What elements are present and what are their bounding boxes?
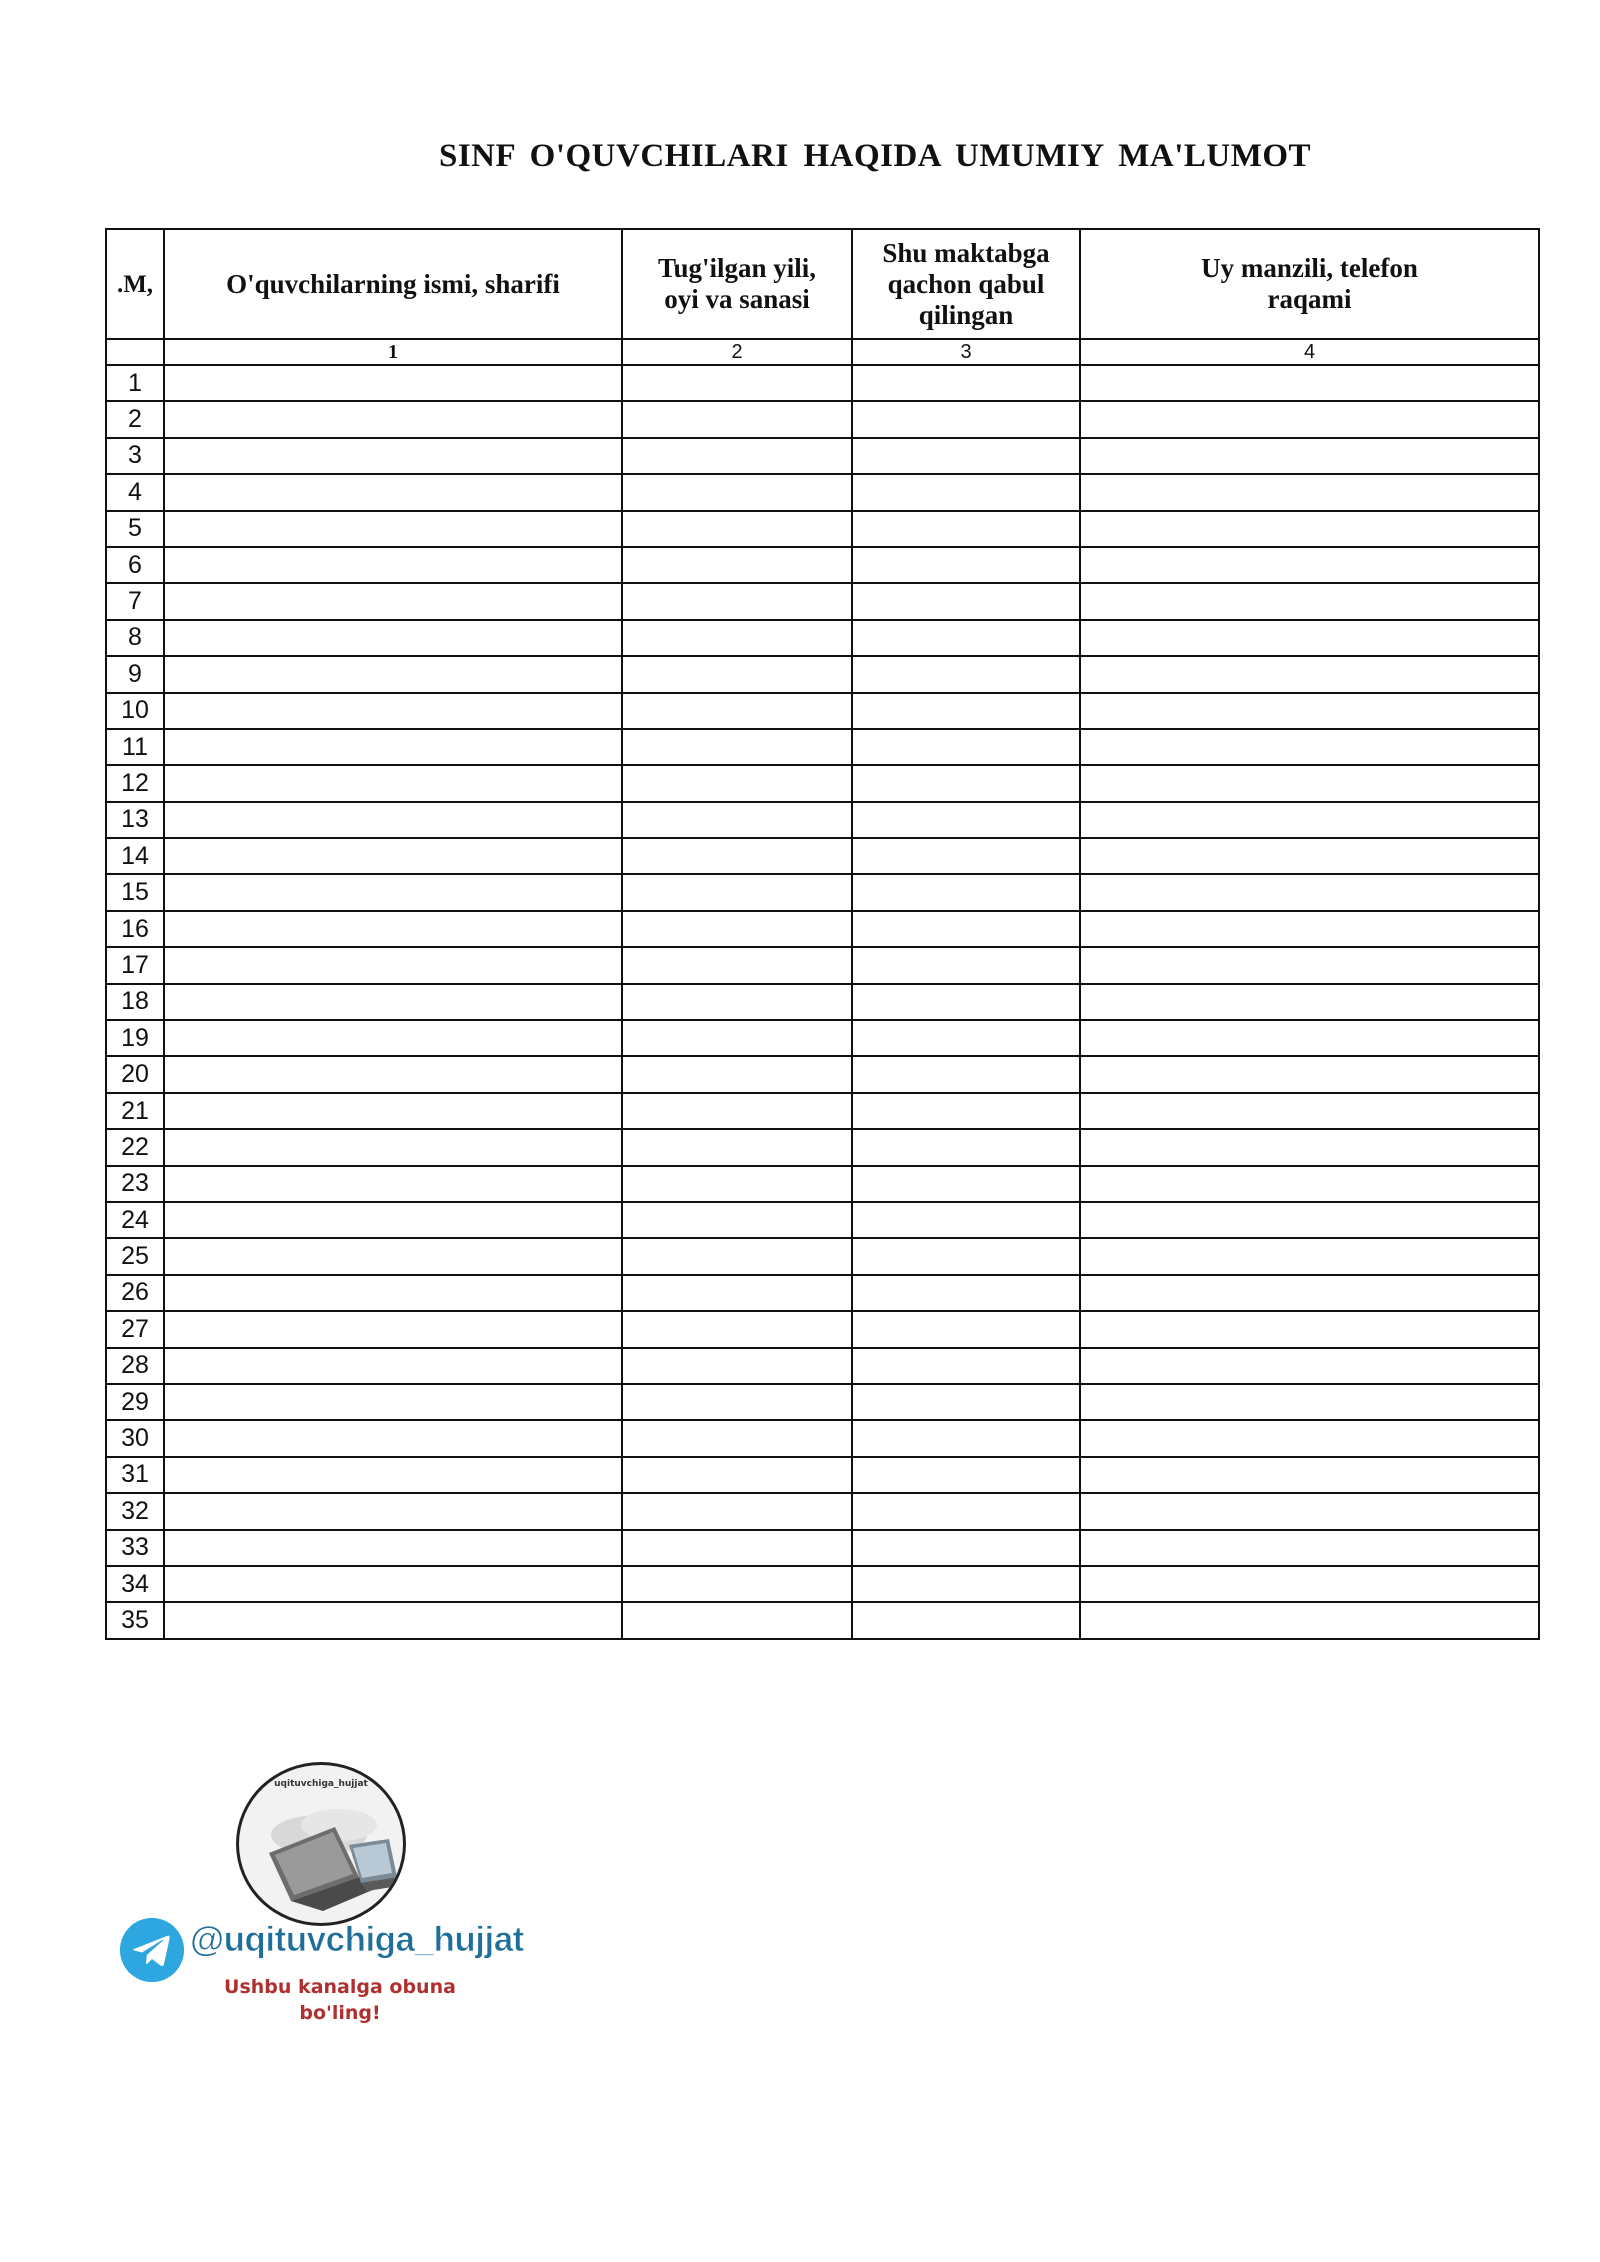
table-row bbox=[106, 583, 1539, 619]
table-row bbox=[106, 765, 1539, 801]
address-cell[interactable] bbox=[1080, 1238, 1539, 1274]
table-row bbox=[106, 1348, 1539, 1384]
laptop-icon bbox=[239, 1765, 406, 1926]
row-number: 18 bbox=[106, 984, 164, 1020]
table-row bbox=[106, 1566, 1539, 1602]
birth-cell[interactable] bbox=[622, 1457, 852, 1493]
address-cell[interactable] bbox=[1080, 947, 1539, 983]
address-cell[interactable] bbox=[1080, 547, 1539, 583]
admitted-cell[interactable] bbox=[852, 947, 1080, 983]
table-row bbox=[106, 1602, 1539, 1638]
address-cell[interactable] bbox=[1080, 693, 1539, 729]
address-cell[interactable] bbox=[1080, 984, 1539, 1020]
address-cell[interactable] bbox=[1080, 1566, 1539, 1602]
table-row bbox=[106, 1530, 1539, 1566]
address-cell[interactable] bbox=[1080, 729, 1539, 765]
birth-cell[interactable] bbox=[622, 583, 852, 619]
row-number: 6 bbox=[106, 547, 164, 583]
address-cell[interactable] bbox=[1080, 1129, 1539, 1165]
row-number: 13 bbox=[106, 802, 164, 838]
table-row bbox=[106, 838, 1539, 874]
name-cell[interactable] bbox=[164, 1056, 622, 1092]
birth-cell[interactable] bbox=[622, 1602, 852, 1638]
birth-cell[interactable] bbox=[622, 1020, 852, 1056]
name-cell[interactable] bbox=[164, 474, 622, 510]
birth-cell[interactable] bbox=[622, 1202, 852, 1238]
name-cell[interactable] bbox=[164, 802, 622, 838]
logo-caption: uqituvchiga_hujjat bbox=[274, 1779, 368, 1789]
table-row bbox=[106, 1166, 1539, 1202]
table-row bbox=[106, 1129, 1539, 1165]
page-title: SINF O'QUVCHILARI HAQIDA UMUMIY MA'LUMOT bbox=[438, 138, 1312, 174]
admitted-cell[interactable] bbox=[852, 1420, 1080, 1456]
admitted-cell[interactable] bbox=[852, 1311, 1080, 1347]
name-cell[interactable] bbox=[164, 1202, 622, 1238]
birth-cell[interactable] bbox=[622, 547, 852, 583]
admitted-cell[interactable] bbox=[852, 1238, 1080, 1274]
row-number: 1 bbox=[106, 365, 164, 401]
row-number: 29 bbox=[106, 1384, 164, 1420]
row-number: 15 bbox=[106, 874, 164, 910]
address-cell[interactable] bbox=[1080, 802, 1539, 838]
name-cell[interactable] bbox=[164, 1384, 622, 1420]
table-row bbox=[106, 1420, 1539, 1456]
address-cell[interactable] bbox=[1080, 1530, 1539, 1566]
subscribe-line-1: Ushbu kanalga obuna bbox=[224, 1976, 456, 1998]
table-row bbox=[106, 438, 1539, 474]
table-body bbox=[106, 365, 1539, 1639]
admitted-cell[interactable] bbox=[852, 1566, 1080, 1602]
birth-cell[interactable] bbox=[622, 1384, 852, 1420]
row-number: 27 bbox=[106, 1311, 164, 1347]
admitted-cell[interactable] bbox=[852, 765, 1080, 801]
row-number: 32 bbox=[106, 1493, 164, 1529]
row-number: 17 bbox=[106, 947, 164, 983]
name-cell[interactable] bbox=[164, 693, 622, 729]
address-cell[interactable] bbox=[1080, 1275, 1539, 1311]
admitted-cell[interactable] bbox=[852, 1202, 1080, 1238]
name-cell[interactable] bbox=[164, 729, 622, 765]
name-cell[interactable] bbox=[164, 656, 622, 692]
row-number: 26 bbox=[106, 1275, 164, 1311]
row-number: 7 bbox=[106, 583, 164, 619]
name-cell[interactable] bbox=[164, 1348, 622, 1384]
column-number-row bbox=[106, 339, 1539, 365]
address-cell[interactable] bbox=[1080, 401, 1539, 437]
name-cell[interactable] bbox=[164, 1093, 622, 1129]
address-cell[interactable] bbox=[1080, 365, 1539, 401]
table-row bbox=[106, 547, 1539, 583]
birth-cell[interactable] bbox=[622, 1420, 852, 1456]
name-cell[interactable] bbox=[164, 874, 622, 910]
admitted-cell[interactable] bbox=[852, 1602, 1080, 1638]
birth-cell[interactable] bbox=[622, 765, 852, 801]
address-cell[interactable] bbox=[1080, 838, 1539, 874]
header-name: O'quvchilarning ismi, sharifi bbox=[164, 229, 622, 339]
admitted-cell[interactable] bbox=[852, 620, 1080, 656]
row-number: 30 bbox=[106, 1420, 164, 1456]
name-cell[interactable] bbox=[164, 838, 622, 874]
name-cell[interactable] bbox=[164, 1311, 622, 1347]
channel-logo bbox=[236, 1762, 406, 1926]
students-table bbox=[105, 228, 1540, 1640]
admitted-cell[interactable] bbox=[852, 401, 1080, 437]
name-cell[interactable] bbox=[164, 765, 622, 801]
admitted-cell[interactable] bbox=[852, 1166, 1080, 1202]
row-number: 28 bbox=[106, 1348, 164, 1384]
row-number: 5 bbox=[106, 511, 164, 547]
birth-cell[interactable] bbox=[622, 1566, 852, 1602]
admitted-cell[interactable] bbox=[852, 511, 1080, 547]
address-cell[interactable] bbox=[1080, 438, 1539, 474]
row-number: 21 bbox=[106, 1093, 164, 1129]
row-number: 24 bbox=[106, 1202, 164, 1238]
admitted-cell[interactable] bbox=[852, 547, 1080, 583]
birth-cell[interactable] bbox=[622, 656, 852, 692]
name-cell[interactable] bbox=[164, 1457, 622, 1493]
table-row bbox=[106, 1238, 1539, 1274]
name-cell[interactable] bbox=[164, 984, 622, 1020]
address-cell[interactable] bbox=[1080, 765, 1539, 801]
birth-cell[interactable] bbox=[622, 802, 852, 838]
table-row bbox=[106, 365, 1539, 401]
table-row bbox=[106, 1493, 1539, 1529]
row-number: 4 bbox=[106, 474, 164, 510]
channel-handle[interactable]: @uqituvchiga_hujjat bbox=[190, 1920, 524, 1959]
admitted-cell[interactable] bbox=[852, 729, 1080, 765]
column-number: 1 bbox=[164, 339, 622, 365]
birth-cell[interactable] bbox=[622, 729, 852, 765]
birth-cell[interactable] bbox=[622, 874, 852, 910]
table-row bbox=[106, 620, 1539, 656]
name-cell[interactable] bbox=[164, 1275, 622, 1311]
birth-cell[interactable] bbox=[622, 1129, 852, 1165]
name-cell[interactable] bbox=[164, 1566, 622, 1602]
table-header-row bbox=[106, 229, 1539, 339]
table-row bbox=[106, 947, 1539, 983]
admitted-cell[interactable] bbox=[852, 984, 1080, 1020]
row-number: 9 bbox=[106, 656, 164, 692]
table-row bbox=[106, 911, 1539, 947]
row-number: 2 bbox=[106, 401, 164, 437]
row-number: 35 bbox=[106, 1602, 164, 1638]
birth-cell[interactable] bbox=[622, 838, 852, 874]
birth-cell[interactable] bbox=[622, 1238, 852, 1274]
table-row bbox=[106, 474, 1539, 510]
name-cell[interactable] bbox=[164, 438, 622, 474]
birth-cell[interactable] bbox=[622, 620, 852, 656]
admitted-cell[interactable] bbox=[852, 911, 1080, 947]
admitted-cell[interactable] bbox=[852, 693, 1080, 729]
row-number: 22 bbox=[106, 1129, 164, 1165]
header-address: Uy manzili, telefon raqami bbox=[1080, 229, 1539, 339]
name-cell[interactable] bbox=[164, 1129, 622, 1165]
table-row bbox=[106, 1056, 1539, 1092]
address-cell[interactable] bbox=[1080, 1166, 1539, 1202]
admitted-cell[interactable] bbox=[852, 1129, 1080, 1165]
birth-cell[interactable] bbox=[622, 401, 852, 437]
table-row bbox=[106, 984, 1539, 1020]
admitted-cell[interactable] bbox=[852, 365, 1080, 401]
table-row bbox=[106, 1093, 1539, 1129]
name-cell[interactable] bbox=[164, 1493, 622, 1529]
name-cell[interactable] bbox=[164, 401, 622, 437]
birth-cell[interactable] bbox=[622, 1166, 852, 1202]
admitted-cell[interactable] bbox=[852, 1056, 1080, 1092]
row-number: 8 bbox=[106, 620, 164, 656]
row-number: 25 bbox=[106, 1238, 164, 1274]
admitted-cell[interactable] bbox=[852, 474, 1080, 510]
birth-cell[interactable] bbox=[622, 984, 852, 1020]
address-cell[interactable] bbox=[1080, 511, 1539, 547]
row-number: 10 bbox=[106, 693, 164, 729]
column-number: 4 bbox=[1080, 339, 1539, 365]
address-cell[interactable] bbox=[1080, 656, 1539, 692]
column-number: 2 bbox=[622, 339, 852, 365]
row-number: 23 bbox=[106, 1166, 164, 1202]
address-cell[interactable] bbox=[1080, 1311, 1539, 1347]
birth-cell[interactable] bbox=[622, 511, 852, 547]
name-cell[interactable] bbox=[164, 1420, 622, 1456]
address-cell[interactable] bbox=[1080, 1602, 1539, 1638]
birth-cell[interactable] bbox=[622, 365, 852, 401]
birth-cell[interactable] bbox=[622, 947, 852, 983]
address-cell[interactable] bbox=[1080, 1493, 1539, 1529]
name-cell[interactable] bbox=[164, 911, 622, 947]
name-cell[interactable] bbox=[164, 1530, 622, 1566]
address-cell[interactable] bbox=[1080, 874, 1539, 910]
name-cell[interactable] bbox=[164, 547, 622, 583]
admitted-cell[interactable] bbox=[852, 1530, 1080, 1566]
table-row bbox=[106, 401, 1539, 437]
row-number: 16 bbox=[106, 911, 164, 947]
row-number: 20 bbox=[106, 1056, 164, 1092]
row-number: 31 bbox=[106, 1457, 164, 1493]
address-cell[interactable] bbox=[1080, 1384, 1539, 1420]
admitted-cell[interactable] bbox=[852, 1384, 1080, 1420]
table-row bbox=[106, 1384, 1539, 1420]
address-cell[interactable] bbox=[1080, 583, 1539, 619]
header-birth: Tug'ilgan yili, oyi va sanasi bbox=[622, 229, 852, 339]
admitted-cell[interactable] bbox=[852, 1020, 1080, 1056]
admitted-cell[interactable] bbox=[852, 1348, 1080, 1384]
row-number: 14 bbox=[106, 838, 164, 874]
table-row bbox=[106, 1020, 1539, 1056]
row-number: 12 bbox=[106, 765, 164, 801]
row-number: 19 bbox=[106, 1020, 164, 1056]
table-row bbox=[106, 1202, 1539, 1238]
address-cell[interactable] bbox=[1080, 1457, 1539, 1493]
admitted-cell[interactable] bbox=[852, 1493, 1080, 1529]
birth-cell[interactable] bbox=[622, 1056, 852, 1092]
admitted-cell[interactable] bbox=[852, 438, 1080, 474]
table-row bbox=[106, 802, 1539, 838]
birth-cell[interactable] bbox=[622, 1093, 852, 1129]
channel-handle-row bbox=[120, 1914, 540, 1980]
table-row bbox=[106, 1275, 1539, 1311]
name-cell[interactable] bbox=[164, 1238, 622, 1274]
table-row bbox=[106, 1311, 1539, 1347]
row-number: 11 bbox=[106, 729, 164, 765]
name-cell[interactable] bbox=[164, 1602, 622, 1638]
row-number: 33 bbox=[106, 1530, 164, 1566]
header-admitted: Shu maktabga qachon qabul qilingan bbox=[852, 229, 1080, 339]
birth-cell[interactable] bbox=[622, 1348, 852, 1384]
table-row bbox=[106, 693, 1539, 729]
table-row bbox=[106, 1457, 1539, 1493]
name-cell[interactable] bbox=[164, 620, 622, 656]
table-row bbox=[106, 874, 1539, 910]
name-cell[interactable] bbox=[164, 1020, 622, 1056]
address-cell[interactable] bbox=[1080, 620, 1539, 656]
column-number: 3 bbox=[852, 339, 1080, 365]
table-row bbox=[106, 729, 1539, 765]
admitted-cell[interactable] bbox=[852, 656, 1080, 692]
name-cell[interactable] bbox=[164, 365, 622, 401]
birth-cell[interactable] bbox=[622, 474, 852, 510]
admitted-cell[interactable] bbox=[852, 1093, 1080, 1129]
row-number: 34 bbox=[106, 1566, 164, 1602]
admitted-cell[interactable] bbox=[852, 1275, 1080, 1311]
address-cell[interactable] bbox=[1080, 1056, 1539, 1092]
birth-cell[interactable] bbox=[622, 438, 852, 474]
name-cell[interactable] bbox=[164, 511, 622, 547]
admitted-cell[interactable] bbox=[852, 802, 1080, 838]
telegram-icon[interactable] bbox=[120, 1918, 184, 1982]
birth-cell[interactable] bbox=[622, 911, 852, 947]
address-cell[interactable] bbox=[1080, 1348, 1539, 1384]
row-number: 3 bbox=[106, 438, 164, 474]
table-row bbox=[106, 511, 1539, 547]
address-cell[interactable] bbox=[1080, 1020, 1539, 1056]
birth-cell[interactable] bbox=[622, 1275, 852, 1311]
address-cell[interactable] bbox=[1080, 1202, 1539, 1238]
address-cell[interactable] bbox=[1080, 474, 1539, 510]
birth-cell[interactable] bbox=[622, 1311, 852, 1347]
birth-cell[interactable] bbox=[622, 1530, 852, 1566]
birth-cell[interactable] bbox=[622, 693, 852, 729]
admitted-cell[interactable] bbox=[852, 874, 1080, 910]
birth-cell[interactable] bbox=[622, 1493, 852, 1529]
address-cell[interactable] bbox=[1080, 1420, 1539, 1456]
table-row bbox=[106, 656, 1539, 692]
name-cell[interactable] bbox=[164, 583, 622, 619]
name-cell[interactable] bbox=[164, 1166, 622, 1202]
column-number-blank bbox=[106, 339, 164, 365]
address-cell[interactable] bbox=[1080, 1093, 1539, 1129]
name-cell[interactable] bbox=[164, 947, 622, 983]
admitted-cell[interactable] bbox=[852, 583, 1080, 619]
header-number: .M, bbox=[106, 229, 164, 339]
address-cell[interactable] bbox=[1080, 911, 1539, 947]
subscribe-line-2: bo'ling! bbox=[299, 2002, 381, 2024]
admitted-cell[interactable] bbox=[852, 838, 1080, 874]
admitted-cell[interactable] bbox=[852, 1457, 1080, 1493]
